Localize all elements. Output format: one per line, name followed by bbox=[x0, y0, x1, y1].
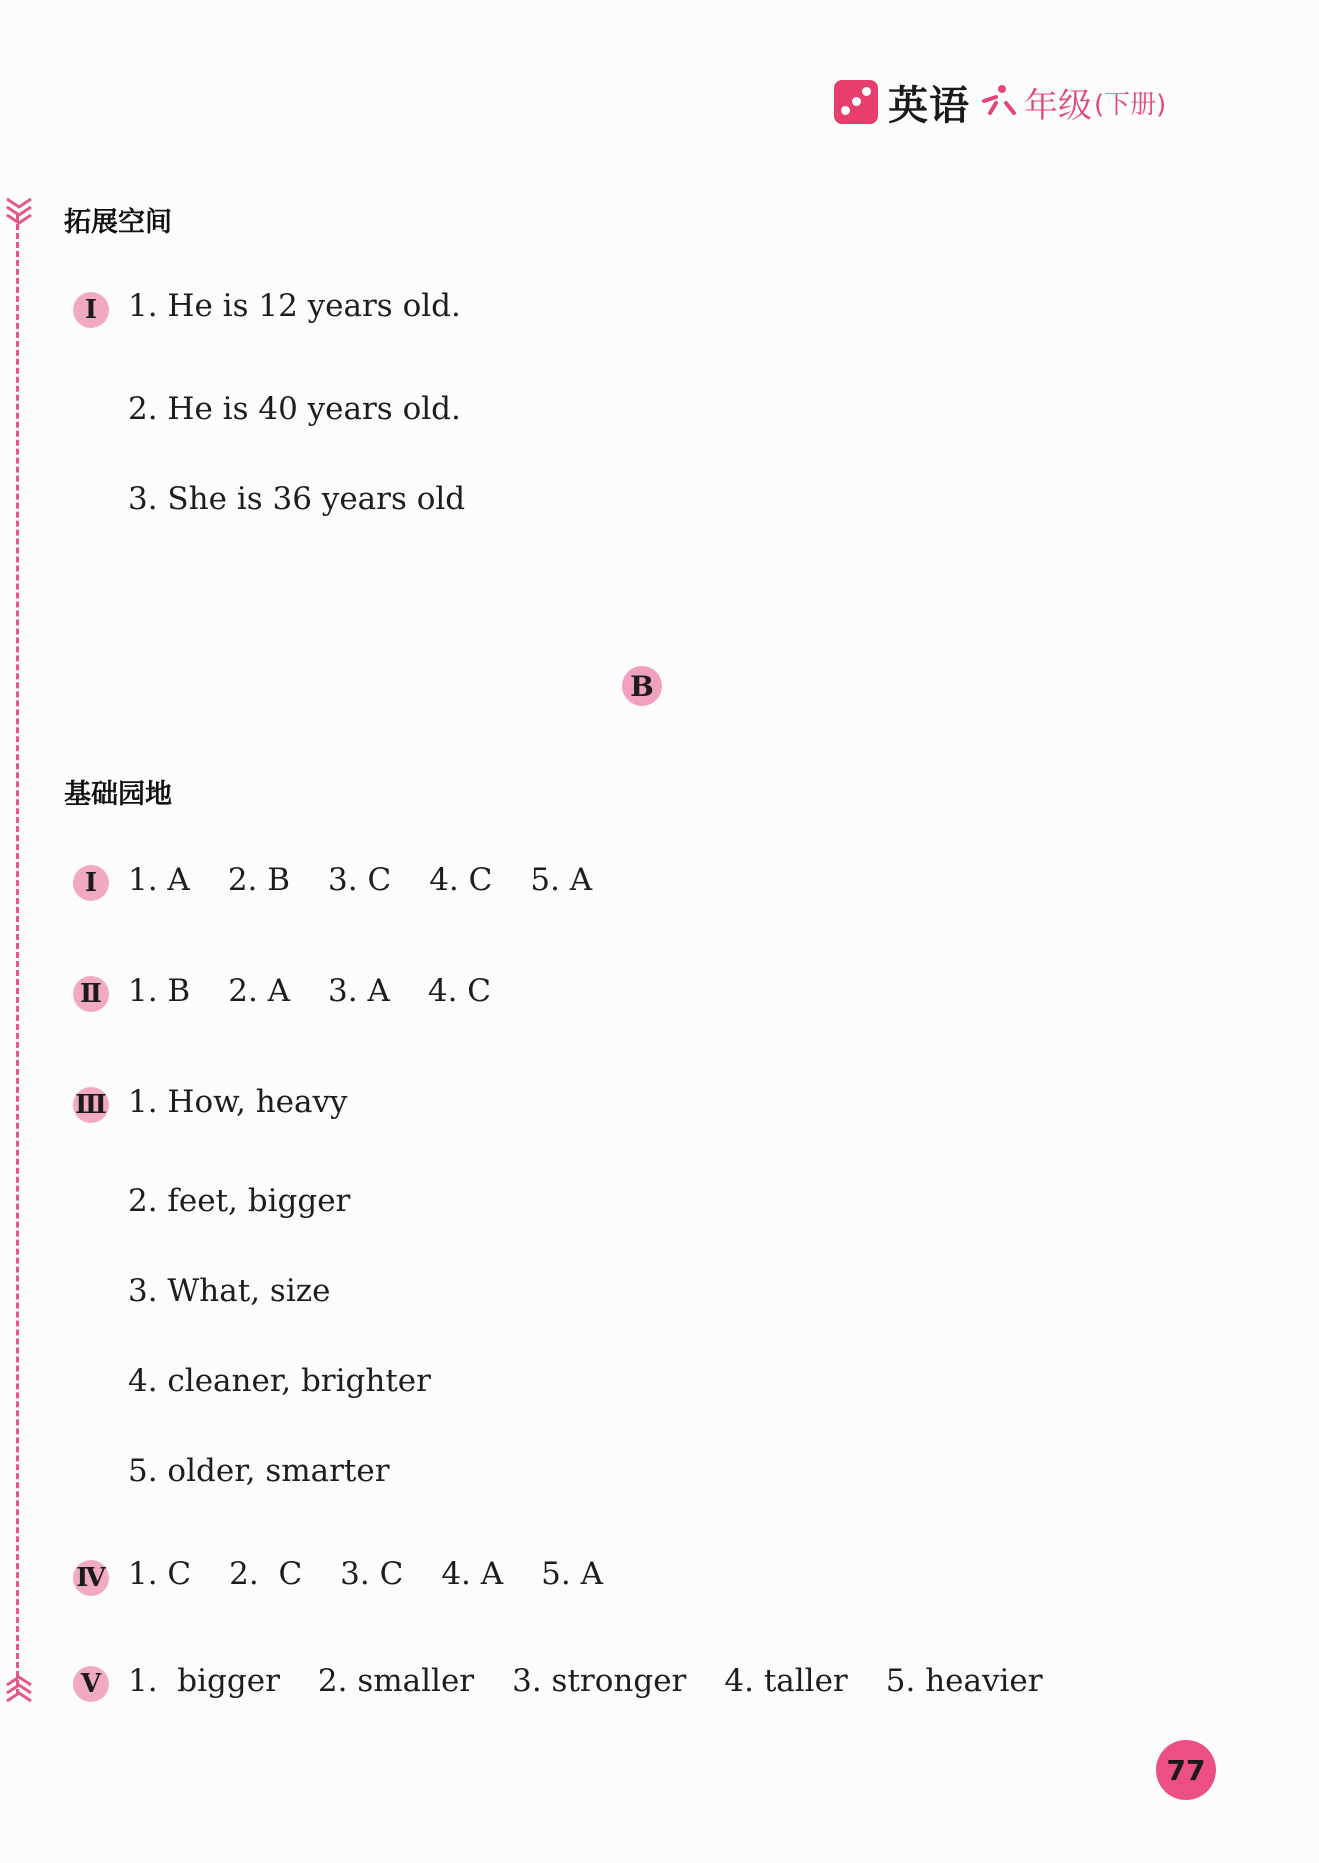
answer-line: 1. He is 12 years old. bbox=[128, 288, 461, 324]
answer-item: 5. A bbox=[541, 1556, 603, 1592]
left-stitch-border bbox=[16, 215, 19, 1695]
page-number: 77 bbox=[1156, 1740, 1216, 1800]
section-title-basics: 基础园地 bbox=[64, 779, 172, 810]
answer-item: 2. C bbox=[229, 1556, 303, 1592]
answer-row bbox=[128, 862, 630, 898]
question-number-badge: Ⅰ bbox=[73, 292, 109, 328]
answer-item: 1. bigger bbox=[128, 1663, 280, 1699]
answer-line: 4. cleaner, brighter bbox=[128, 1363, 431, 1399]
answer-item: 5. heavier bbox=[885, 1663, 1043, 1699]
part-b-badge: B bbox=[622, 666, 662, 706]
answer-item: 3. A bbox=[328, 973, 390, 1009]
answer-line: 3. What, size bbox=[128, 1273, 331, 1309]
subject-title: 英语 bbox=[888, 82, 970, 129]
section-title-expansion: 拓展空间 bbox=[64, 207, 172, 238]
answer-item: 4. A bbox=[441, 1556, 504, 1592]
answer-line: 5. older, smarter bbox=[128, 1453, 390, 1489]
answer-item: 4. C bbox=[429, 862, 493, 898]
answer-item: 2. A bbox=[228, 973, 291, 1009]
answer-item: 3. C bbox=[340, 1556, 404, 1592]
grade-label: 年级 bbox=[1024, 85, 1092, 126]
volume-label: (下册) bbox=[1094, 89, 1167, 120]
answer-line: 1. How, heavy bbox=[128, 1084, 348, 1120]
answer-item: 3. stronger bbox=[512, 1663, 687, 1699]
answer-item: 1. A bbox=[128, 862, 190, 898]
answer-item: 2. smaller bbox=[317, 1663, 475, 1699]
arrow-tail-bottom-icon bbox=[4, 1672, 34, 1704]
answer-row bbox=[128, 1663, 1081, 1699]
question-number-badge: Ⅳ bbox=[73, 1560, 109, 1596]
dice-logo-icon bbox=[834, 80, 878, 124]
answer-item: 3. C bbox=[328, 862, 392, 898]
question-number-badge: Ⅱ bbox=[73, 976, 109, 1012]
answer-line: 2. feet, bigger bbox=[128, 1183, 351, 1219]
answer-item: 1. B bbox=[128, 973, 191, 1009]
answer-item: 5. A bbox=[530, 862, 593, 898]
answer-row bbox=[128, 973, 529, 1009]
page-header bbox=[834, 72, 1166, 132]
question-number-badge: Ⅴ bbox=[73, 1666, 109, 1702]
answer-item: 4. taller bbox=[724, 1663, 848, 1699]
question-number-badge: Ⅰ bbox=[73, 865, 109, 901]
question-number-badge: Ⅲ bbox=[73, 1087, 109, 1123]
answer-item: 4. C bbox=[427, 973, 492, 1009]
answer-line: 3. She is 36 years old bbox=[128, 481, 466, 517]
arrow-tail-top-icon bbox=[4, 196, 34, 228]
answer-item: 1. C bbox=[128, 1556, 192, 1592]
answer-line: 2. He is 40 years old. bbox=[128, 391, 461, 427]
grade-six-mark-icon bbox=[980, 83, 1020, 121]
answer-item: 2. B bbox=[227, 862, 291, 898]
answer-row bbox=[128, 1556, 641, 1592]
